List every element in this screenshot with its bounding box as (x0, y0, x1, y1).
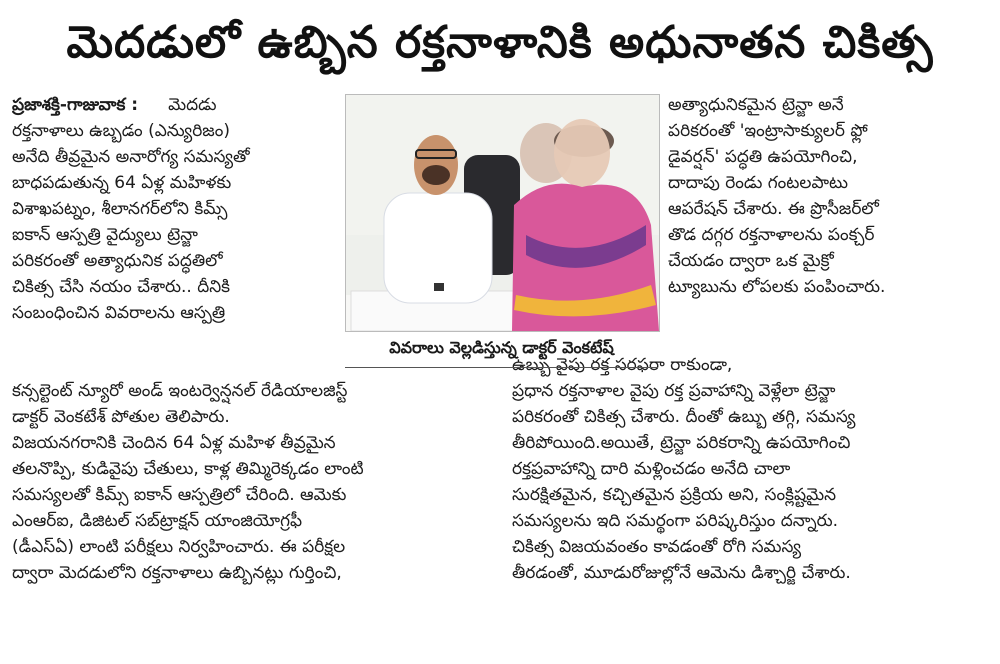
article-text-line: ఎంఆర్ఐ, డిజిటల్ సబ్‌ట్రాక్షన్ యాంజియోగ్రఫీ (12, 511, 303, 531)
article-text-line: తలనొప్పి, కుడివైపు చేతులు, కాళ్ల తిమ్మిరెక్కడం లాంటి (12, 459, 364, 479)
article-text-line: చికిత్స చేసి నయం చేశారు.. దీనికి (12, 277, 231, 297)
article-text-line: డాక్టర్ వెంకటేశ్ పోతుల తెలిపారు. (12, 407, 230, 427)
article-headline: మెదడులో ఉబ్బిన రక్తనాళానికి అధునాతన చికిత్స (66, 17, 934, 68)
article-text-line: పరికరంతో అత్యాధునిక పద్ధతిలో (12, 251, 223, 271)
article-photo (345, 94, 660, 332)
article-text-line: తీరిపోయింది.అయితే, ట్రెన్జా పరికరాన్ని ఉపయోగించి (512, 433, 851, 453)
article-text-line: బాధపడుతున్న 64 ఏళ్ల మహిళకు (12, 173, 232, 193)
article-column-left (12, 92, 342, 326)
article-text-line: రక్తనాళాలు ఉబ్బడం (ఎన్యురిజం) (12, 121, 230, 141)
article-text-line: అనేది తీవ్రమైన అనారోగ్య సమస్యతో (12, 147, 250, 167)
article-text-line: కన్సల్టెంట్ న్యూరో అండ్ ఇంటర్వెన్షనల్ రేడియాలజిస్ట్ (12, 381, 348, 401)
article-text-line: చేయడం ద్వారా ఒక మైక్రో (668, 251, 834, 271)
article-text-line: చికిత్స విజయవంతం కావడంతో రోగి సమస్య (512, 537, 802, 557)
caption-divider (345, 367, 658, 368)
article-text-line: ట్యూబును లోపలకు పంపించారు. (668, 277, 886, 297)
doctor-and-patient-photo (346, 95, 659, 331)
article-column-left-continued (12, 378, 504, 586)
article-text-line: తొడ దగ్గర రక్తనాళాలను పంక్చర్ (668, 225, 875, 245)
article-text-line: సమస్యలతో కిమ్స్ ఐకాన్ ఆస్పత్రిలో చేరింది. ఆమెకు (12, 485, 347, 505)
article-text-line: సంబంధించిన వివరాలను ఆస్పత్రి (12, 303, 226, 323)
article-text: మెదడు (168, 95, 217, 115)
article-column-right-continued (512, 352, 990, 586)
article-text-line: పరికరంతో 'ఇంట్రాసాక్యులర్ ఫ్లో (668, 121, 868, 141)
article-text-line: దాదాపు రెండు గంటలపాటు (668, 173, 849, 193)
article-text-line: ఐకాన్ ఆస్పత్రి వైద్యులు ట్రెన్జా (12, 225, 198, 245)
article-text-line: సురక్షితమైన, కచ్చితమైన ప్రక్రియ అని, సంక్లిష్టమైన (512, 485, 837, 505)
article-text-line: విశాఖపట్నం, శీలానగర్‌లోని కిమ్స్ (12, 199, 228, 219)
article-column-right (668, 92, 990, 300)
article-text-line (12, 92, 342, 118)
article-text-line: అత్యాధునికమైన ట్రెన్జా అనే (668, 95, 844, 115)
dateline: ప్రజాశక్తి-గాజువాక : (12, 95, 139, 115)
article-text-line: తీరడంతో, మూడురోజుల్లోనే ఆమెను డిశ్చార్జి చేశారు. (512, 563, 851, 583)
photo-caption: వివరాలు వెల్లడిస్తున్న డాక్టర్ వెంకటేష్ (389, 338, 614, 357)
article-text-line: డైవర్షన్' పద్ధతి ఉపయోగించి, (668, 147, 858, 167)
article-text-line: ద్వారా మెదడులోని రక్తనాళాలు ఉబ్బినట్లు గుర్తించి, (12, 563, 342, 583)
article-text-line: సమస్యలను ఇది సమర్థంగా పరిష్కరిస్తుం దన్నారు. (512, 511, 839, 531)
article-text-line: విజయనగరానికి చెందిన 64 ఏళ్ల మహిళ తీవ్రమైన (12, 433, 336, 453)
article-text-line: ఉబ్బు వైపు రక్త సరఫరా రాకుండా, (512, 355, 733, 375)
article-text-line: రక్తప్రవాహాన్ని దారి మళ్లించడం అనేది చాలా (512, 459, 791, 479)
article-text-line: ప్రధాన రక్తనాళాల వైపు రక్త ప్రవాహాన్ని వెళ్లేలా ట్రెన్జా (512, 381, 836, 401)
article-text-line: (డీఎస్ఏ) లాంటి పరీక్షలు నిర్వహించారు. ఈ పరీక్షల (12, 537, 346, 557)
article-text-line: ఆపరేషన్ చేశారు. ఈ ప్రొసీజర్‌లో (668, 199, 879, 219)
article-text-line: పరికరంతో చికిత్స చేశారు. దీంతో ఉబ్బు తగ్గి, సమస్య (512, 407, 856, 427)
